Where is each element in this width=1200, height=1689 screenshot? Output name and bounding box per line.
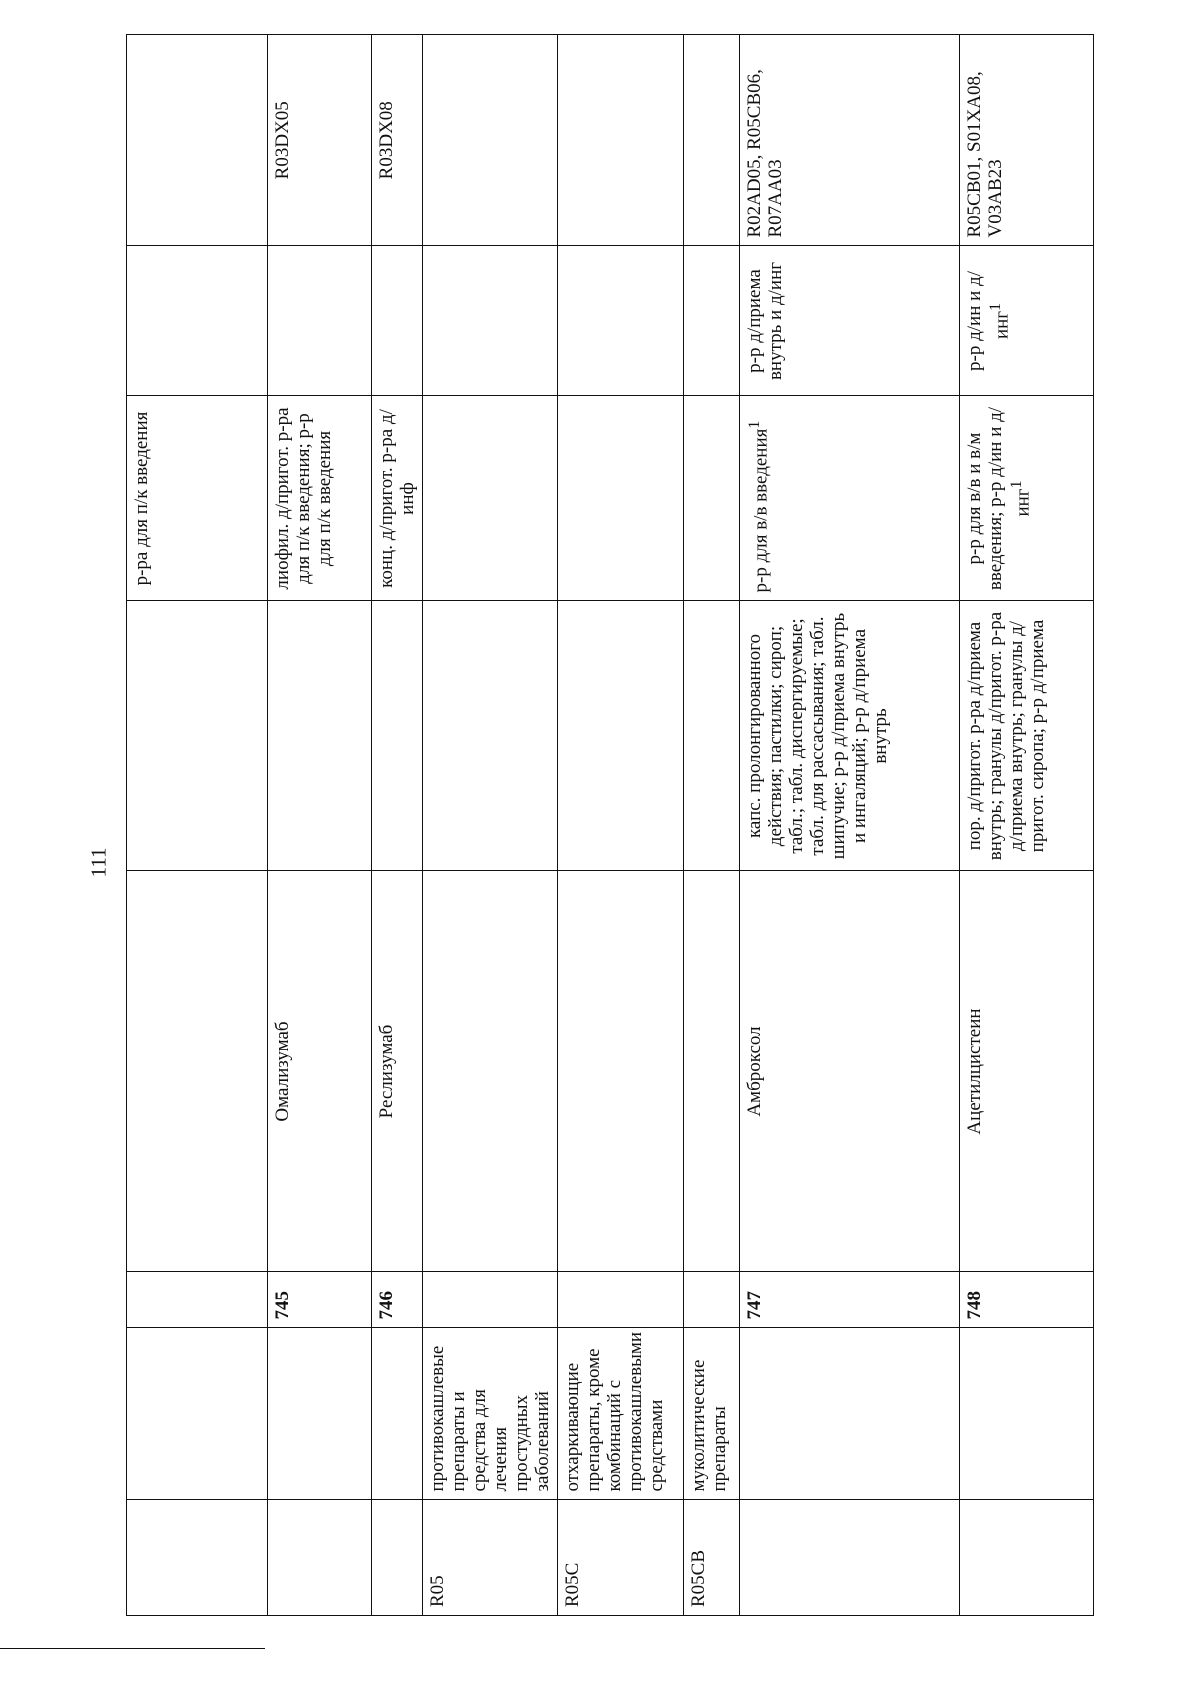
atc-code-cell: R05C	[557, 1500, 683, 1615]
page-number: 111	[86, 847, 111, 878]
inhalation-forms-cell	[127, 246, 267, 396]
table-row	[422, 35, 557, 1615]
oral-forms-cell	[371, 601, 422, 871]
table-row	[557, 35, 683, 1615]
drug-name-cell: Омализумаб	[267, 871, 371, 1272]
atc-codes-cell	[127, 35, 267, 246]
footnote-rule	[0, 1648, 265, 1649]
injectable-forms-cell	[739, 396, 959, 601]
table-row	[371, 35, 422, 1615]
inhalation-forms-cell	[267, 246, 371, 396]
oral-forms-cell	[267, 601, 371, 871]
injectable-forms-cell	[422, 396, 557, 601]
group-cell	[371, 1328, 422, 1500]
injectable-forms-cell	[557, 396, 683, 601]
inhalation-forms-cell: р-р д/приема внутрь и д/инг	[739, 246, 959, 396]
drug-name-cell: Реслизумаб	[371, 871, 422, 1272]
atc-codes-cell	[557, 35, 683, 246]
atc-code-cell	[739, 1500, 959, 1615]
oral-forms-cell	[127, 601, 267, 871]
table-row	[739, 35, 959, 1615]
oral-forms-cell	[683, 601, 739, 871]
table-row	[959, 35, 1094, 1615]
injectable-forms-text: р-р для в/в введения	[749, 428, 771, 593]
inhalation-forms-cell	[557, 246, 683, 396]
group-cell: муколитические препараты	[683, 1328, 739, 1500]
inhalation-forms-text: р-р д/ин и д/инг	[963, 271, 1012, 371]
atc-code-cell	[959, 1500, 1094, 1615]
row-number-cell: 747	[739, 1272, 959, 1328]
atc-codes-cell: R03DX08	[371, 35, 422, 246]
atc-codes-cell: R03DX05	[267, 35, 371, 246]
rotated-table	[127, 35, 1093, 1615]
injectable-forms-cell: конц. д/пригот. р-ра д/инф	[371, 396, 422, 601]
atc-codes-cell: R02AD05, R05CB06, R07AA03	[739, 35, 959, 246]
drug-name-cell	[683, 871, 739, 1272]
oral-forms-text: пор. д/пригот. р-ра д/приема внутрь; гранулы д/пригот. р-ра д/приема внутрь; гранулы д/пригот. сиропа; р-р д/приема	[963, 611, 1048, 861]
row-number-cell: 745	[267, 1272, 371, 1328]
table-row	[127, 35, 267, 1615]
atc-codes-cell	[422, 35, 557, 246]
group-cell	[127, 1328, 267, 1500]
group-cell	[267, 1328, 371, 1500]
drug-table	[127, 35, 1094, 1615]
group-cell: противокашлевые препараты и средства для лечения простудных заболеваний	[422, 1328, 557, 1500]
footnote-marker: 1	[986, 302, 1004, 311]
row-number-cell	[683, 1272, 739, 1328]
drug-name-cell: Амброксол	[739, 871, 959, 1272]
atc-code-cell	[371, 1500, 422, 1615]
atc-codes-cell: R05CB01, S01XA08, V03AB23	[959, 35, 1094, 246]
group-cell	[739, 1328, 959, 1500]
oral-forms-cell	[959, 601, 1094, 871]
footnote-marker: 1	[1007, 480, 1025, 489]
injectable-forms-text: р-р для в/в и в/м введения; р-р д/ин и д/инг	[963, 406, 1033, 591]
injectable-forms-cell: лиофил. д/пригот. р-ра для п/к введения; р-р для п/к введения	[267, 396, 371, 601]
row-number-cell	[127, 1272, 267, 1328]
row-number-cell: 748	[959, 1272, 1094, 1328]
atc-code-cell: R05	[422, 1500, 557, 1615]
row-number-cell: 746	[371, 1272, 422, 1328]
footnote-marker: 1	[745, 420, 763, 429]
rotated-table-frame	[126, 34, 1094, 1616]
inhalation-forms-cell	[959, 246, 1094, 396]
injectable-forms-cell	[683, 396, 739, 601]
group-cell	[959, 1328, 1094, 1500]
drug-name-cell	[127, 871, 267, 1272]
inhalation-forms-cell	[371, 246, 422, 396]
oral-forms-cell	[557, 601, 683, 871]
atc-code-cell	[127, 1500, 267, 1615]
injectable-forms-cell	[959, 396, 1094, 601]
atc-code-cell	[267, 1500, 371, 1615]
drug-name-cell	[422, 871, 557, 1272]
oral-forms-cell	[422, 601, 557, 871]
inhalation-forms-cell	[422, 246, 557, 396]
oral-forms-cell: капс. пролонгированного действия; пастилки; сироп; табл.; табл. диспергируемые; табл. для рассасывания; табл. шипучие; р-р д/приема внутрь и ингаляций; р-р д/приема внутрь	[739, 601, 959, 871]
table-row	[267, 35, 371, 1615]
drug-name-cell	[557, 871, 683, 1272]
inhalation-forms-cell	[683, 246, 739, 396]
row-number-cell	[422, 1272, 557, 1328]
atc-code-cell: R05CB	[683, 1500, 739, 1615]
row-number-cell	[557, 1272, 683, 1328]
table-row	[683, 35, 739, 1615]
atc-codes-cell	[683, 35, 739, 246]
group-cell: отхаркивающие препараты, кроме комбинаций с противокашлевыми средствами	[557, 1328, 683, 1500]
injectable-forms-cell: р-ра для п/к введения	[127, 396, 267, 601]
drug-name-cell: Ацетилцистеин	[959, 871, 1094, 1272]
